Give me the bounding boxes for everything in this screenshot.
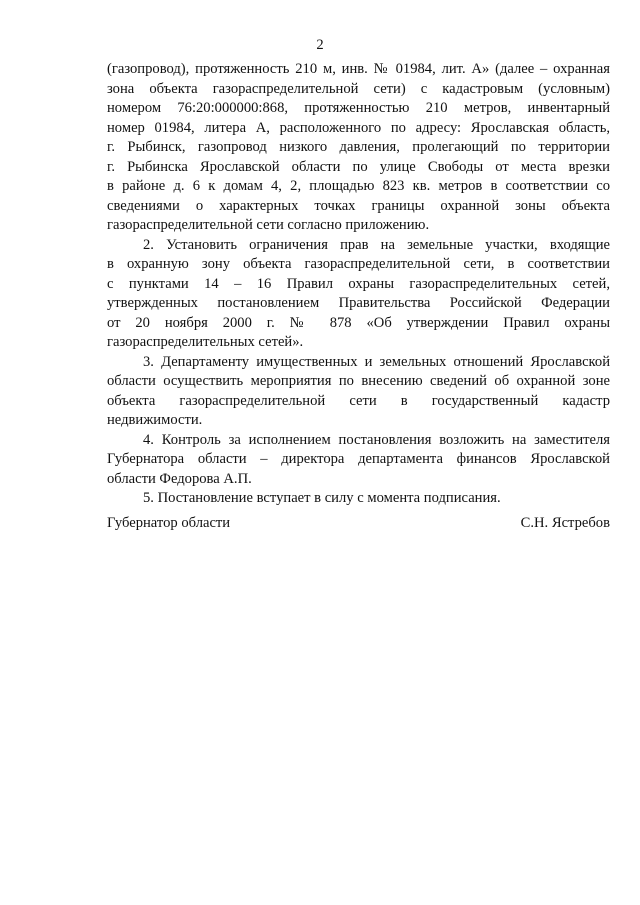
text-line: области осуществить мероприятия по внесению сведений об охранной зоне <box>107 373 610 389</box>
text-line: сведениями о характерных точках границы охранной зоны объекта <box>107 197 610 214</box>
text-line: в районе д. 6 к домам 4, 2, площадью 823 кв. метров в соответствии со <box>107 178 610 194</box>
text-line: номер 01984, литера А, расположенного по адресу: Ярославская область, <box>107 119 610 136</box>
text-line: номером 76:20:000000:868, протяженностью 210 метров, инвентарный <box>107 100 610 116</box>
text-line: недвижимости. <box>107 412 203 428</box>
text-line: 5. Постановление вступает в силу с момента подписания. <box>143 490 501 506</box>
text-line: 3. Департаменту имущественных и земельных отношений Ярославской <box>143 353 610 370</box>
text-line: 2. Установить ограничения прав на земельные участки, входящие <box>143 236 610 253</box>
text-line: с пунктами 14 – 16 Правил охраны газораспределительных сетей, <box>107 275 610 292</box>
document-body <box>107 60 610 509</box>
text-line: газораспределительных сетей». <box>107 334 304 350</box>
text-line: газораспределительной сети согласно приложению. <box>107 217 430 233</box>
signatory-name: С.Н. Ястребов <box>520 515 610 531</box>
text-line: объекта газораспределительной сети в государственный кадастр <box>107 392 610 409</box>
text-line: от 20 ноября 2000 г. № 878 «Об утверждении Правил охраны <box>107 314 610 331</box>
text-line: г. Рыбинск, газопровод низкого давления, пролегающий по территории <box>107 139 610 155</box>
text-line: 4. Контроль за исполнением постановления возложить на заместителя <box>143 431 610 448</box>
text-line: г. Рыбинска Ярославской области по улице Свободы от места врезки <box>107 158 610 175</box>
text-line: зона объекта газораспределительной сети) с кадастровым (условным) <box>107 80 610 97</box>
text-line: области Федорова А.П. <box>107 470 252 487</box>
signatory-position: Губернатор области <box>107 515 231 531</box>
text-line: Губернатора области – директора департамента финансов Ярославской <box>107 451 610 467</box>
text-line: утвержденных постановлением Правительства Российской Федерации <box>107 295 610 311</box>
page-number: 2 <box>316 37 324 53</box>
signature-block <box>107 513 610 533</box>
text-line: в охранную зону объекта газораспределительной сети, в соответствии <box>107 256 610 272</box>
text-line: (газопровод), протяженность 210 м, инв. № 01984, лит. А» (далее – охранная <box>107 61 610 77</box>
